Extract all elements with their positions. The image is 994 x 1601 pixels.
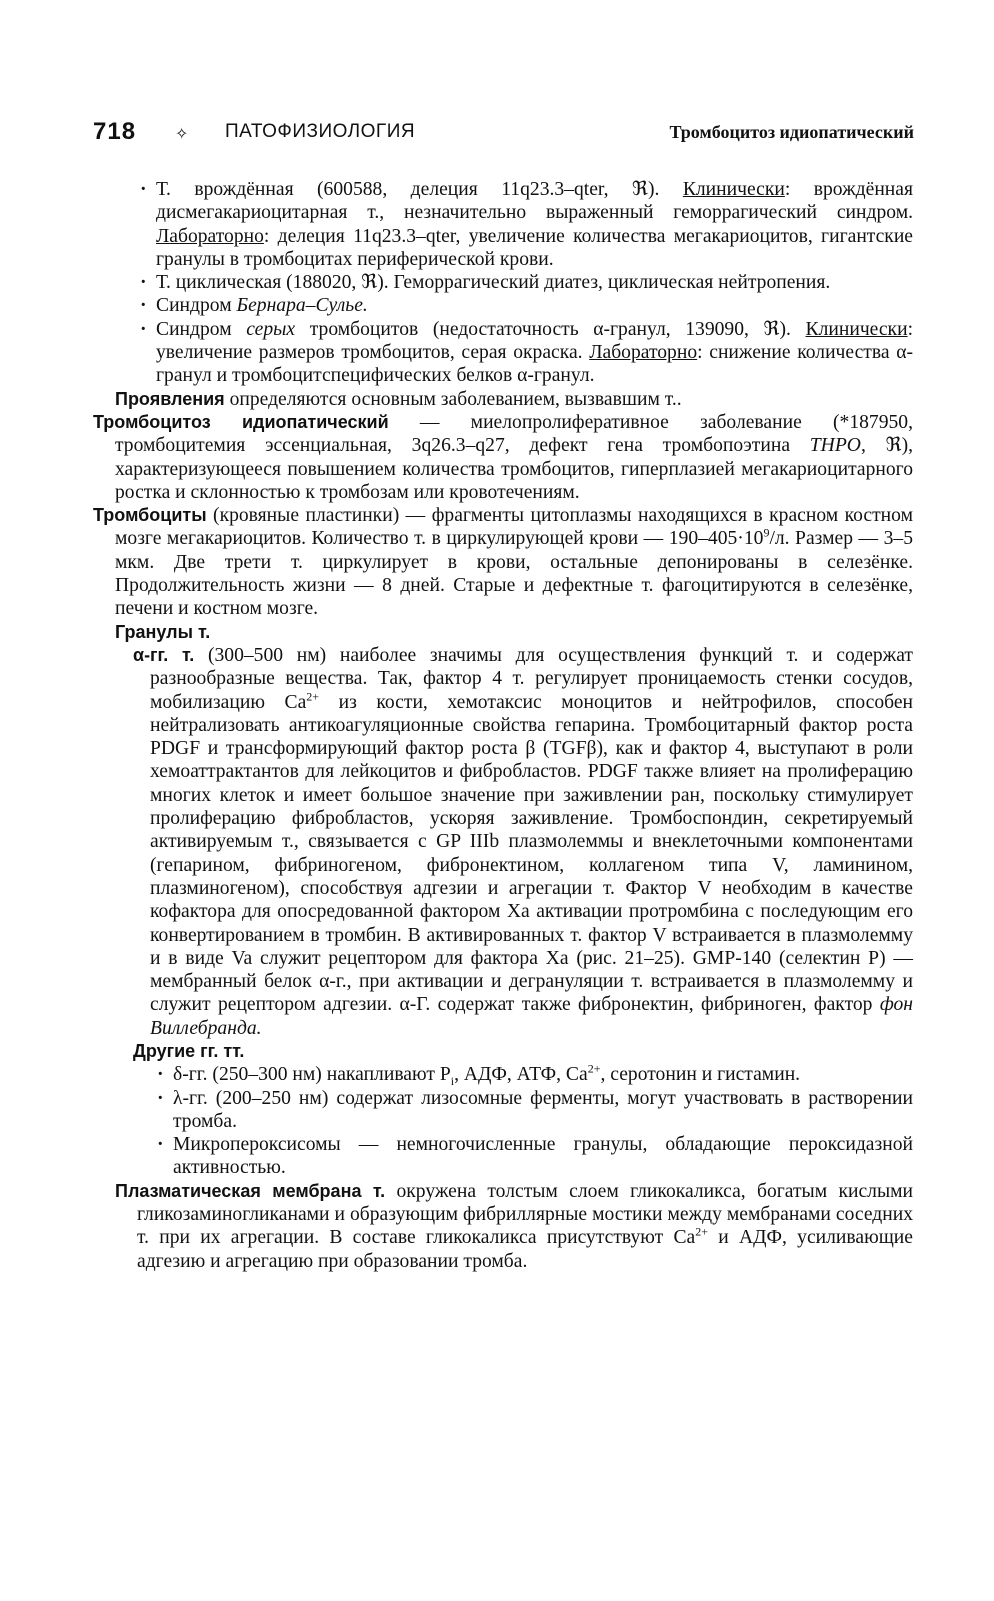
omim-mark: ℜ <box>632 179 648 200</box>
entry-platelets: Тромбоциты (кровяные пластинки) — фрагменты цитоплазмы находящихся в красном костном мозге мегакариоцитов. Количество т. в циркулирующей крови — $190-405\cdot 10^9/л$. Размер — 3–5 мкм. Две трети т. циркулирует в крови, остальные депонированы в селезёнке. Продолжительность жизни — 8 дней. Старые и дефектные т. фагоцитируются в селезёнке, печени и костном мозге. <box>93 505 914 620</box>
omim-mark: ℜ <box>885 435 902 457</box>
omim-mark: ℜ <box>361 272 378 294</box>
granules-heading: Гранулы т. <box>115 621 211 642</box>
alpha-granules-paragraph: α-гг. т. (300–500 нм) наиболее значимы для осуществления функций т. и содержат разнообразные вещества. Так, фактор 4 т. регулирует проницаемость стенки сосудов, мобилизацию $Ca^{2+}$ из кости, хемотаксис моноцитов и нейтрофилов, способен нейтрализовать антикоагуляционные свойства гепарина. Тромбоцитарный фактор роста PDGF и трансформирующий фактор роста β (TGFβ), как и фактор 4, выступают в роли хемоаттрактантов для лейкоцитов и фибробластов. PDGF также влияет на пролиферацию многих клеток и имеет большое значение при заживлении ран, поскольку стимулирует пролиферацию фибробластов, ускоряя заживление. Тромбоспондин, секретируемый активируемым т., связывается с GP IIIb плазмолеммы и внеклеточными компонентами (гепарином, фибриногеном, фибронектином, коллагеном типа V, ламинином, плазминогеном), способствуя адгезии и агрегации т. Фактор V необходим в качестве кофактора для опосредованной фактором Xa активации протромбина с последующим его конвертированием в тромбин. В активированных т. фактор V встраивается в плазмолемму и в виде Va служит рецептором для фактора Xa (рис. 21–25). GMP-140 (селектин P) — мембранный белок α-г., при активации и дегрануляции т. встраивается в плазмолемму и служит рецептором адгезии. α-Г. содержат также фибронектин, фибриноген, фактор фон Виллебранда. <box>133 644 914 1039</box>
term-platelets: Тромбоциты <box>93 505 207 526</box>
entry-thrombocytosis: Тромбоцитоз идиопатический — миелопролиферативное заболевание (*187950, тромбоцитемия эссенциальная, 3q26.3–q27, дефект гена тромбопоэтина THPO, ℜ), характеризующееся повышением количества тромбоцитов, гиперплазией мегакариоцитарного ростка и склонностью к тромбозам или кровотечениям. <box>93 411 913 503</box>
manifestations-paragraph: Проявления определяются основным заболеванием, вызвавшим т.. <box>115 388 682 410</box>
section-title: ПАТОФИЗИОЛОГИЯ <box>225 121 416 142</box>
list-item: · Синдром Бернара–Сулье. <box>140 295 368 317</box>
page-header <box>93 118 914 148</box>
clinical-label: Клинически <box>805 318 908 340</box>
list-item: · Синдром серых тромбоцитов (недостаточность α-гранул, 139090, ℜ). Клинически: увеличение размеров тромбоцитов, серая окраска. Лабораторно: снижение количества α-гранул и тромбоцитспецифических белков α-гранул. <box>140 318 914 387</box>
bullet-icon: · <box>157 1087 164 1109</box>
bullet-icon: · <box>140 272 147 294</box>
list-item: · Т. врождённая (600588, делеция 11q23.3–qter, ℜ). Клинически: врождённая дисмегакариоцитарная т., незначительно выраженный геморрагический синдром. Лабораторно: делеция 11q23.3–qter, увеличение количества мегакариоцитов, гигантские гранулы в тромбоцитах периферической крови. <box>140 179 913 270</box>
page-body <box>93 178 913 1273</box>
lab-label: Лабораторно <box>589 342 698 364</box>
bullet-icon: · <box>140 295 147 317</box>
term-alpha-granules: α-гг. т. <box>133 644 195 665</box>
clinical-label: Клинически <box>682 179 785 200</box>
term-thrombocytosis: Тромбоцитоз идиопатический <box>93 411 389 432</box>
omim-mark: ℜ <box>763 318 780 340</box>
page-number: 718 <box>93 118 137 145</box>
list-item: · Микропероксисомы — немногочисленные гранулы, обладающие пероксидазной активностью. <box>157 1134 913 1179</box>
bullet-icon: · <box>140 179 147 200</box>
bullet-icon: · <box>157 1064 164 1086</box>
list-item: · δ-гг. (250–300 нм) накапливают $P_i$, АДФ, АТФ, $Ca^{2+}$, серотонин и гистамин. <box>157 1061 801 1089</box>
other-granules-heading: Другие гг. тт. <box>133 1040 245 1061</box>
membrane-paragraph: Плазматическая мембрана т. окружена толстым слоем гликокаликса, богатым кислыми гликозаминогликанами и образующим фибриллярные мостики между мембранами соседних т. при их агрегации. В составе гликокаликса присутствуют $Ca^{2+}$ и АДФ, усиливающие адгезию и агрегацию при образовании тромба. <box>115 1180 913 1272</box>
running-title: Тромбоцитоз идиопатический <box>669 122 914 142</box>
lab-label: Лабораторно <box>156 225 264 247</box>
diamond-icon: ✧ <box>175 124 189 143</box>
term-manifestations: Проявления <box>115 388 225 409</box>
bullet-icon: · <box>157 1134 164 1156</box>
list-item: · Т. циклическая (188020, ℜ). Геморрагический диатез, циклическая нейтропения. <box>140 272 831 294</box>
list-item: · λ-гг. (200–250 нм) содержат лизосомные ферменты, могут участвовать в растворении тромба. <box>157 1087 913 1132</box>
term-membrane: Плазматическая мембрана т. <box>115 1180 386 1201</box>
bullet-icon: · <box>140 318 147 340</box>
